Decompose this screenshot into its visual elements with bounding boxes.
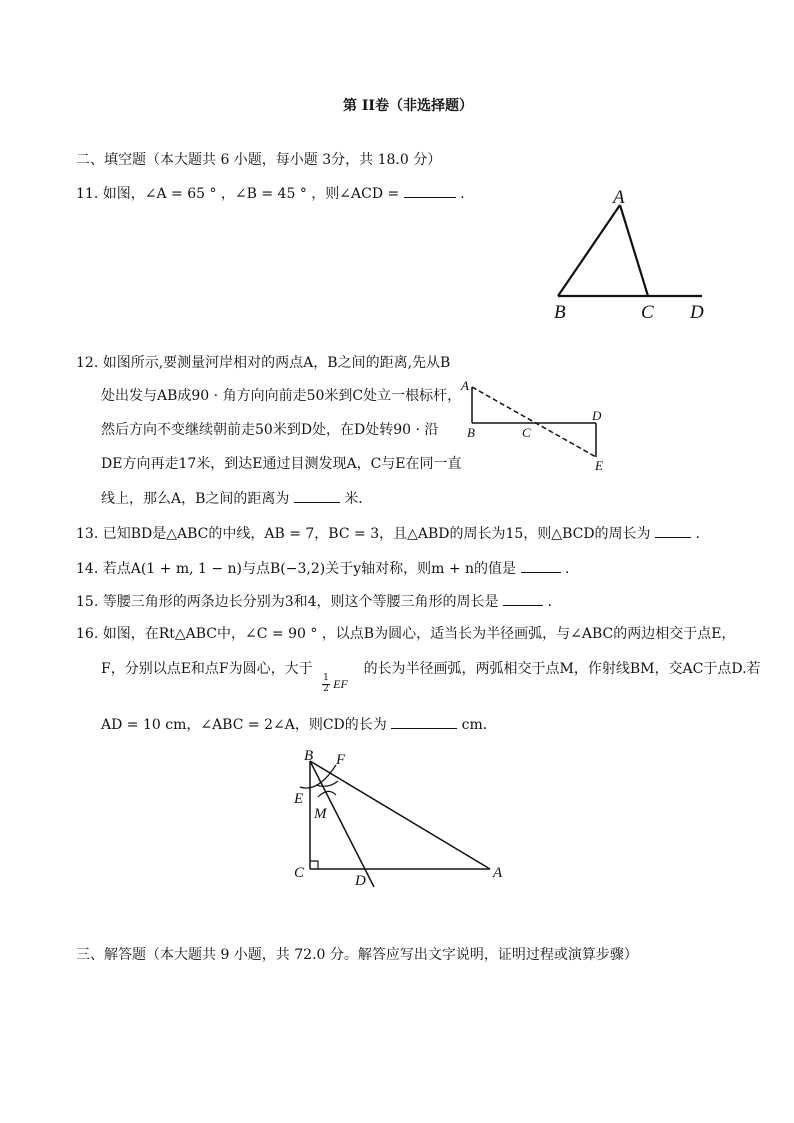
question-12-line-5: 线上，那么A，B之间的距离为 米． [101, 488, 372, 508]
answer-blank [655, 523, 691, 538]
label-a: A [613, 187, 625, 208]
label-e: E [294, 791, 304, 807]
answer-blank [294, 488, 340, 503]
section-heading-solutions: 三、解答题（本大题共 9 小题，共 72.0 分。解答应写出文字说明，证明过程或演算步骤） [76, 947, 638, 963]
question-number: 16. [76, 626, 99, 642]
question-12-line-2: 处出发与AB成90 · 角方向向前走50米到C处立一根标杆， [101, 388, 462, 404]
question-13: 13. 已知BD是△ABC的中线，AB = 7，BC = 3，且△ABD的周长为15，则△BCD的周长为 . [76, 523, 700, 543]
question-12-line-1: 12. 如图所示,要测量河岸相对的两点A，B之间的距离,先从B [76, 355, 451, 371]
label-a: A [461, 378, 469, 393]
q11-triangle-figure [550, 185, 720, 325]
section-heading-fill-in: 二、填空题（本大题共 6 小题，每小题 3分，共 18.0 分） [76, 152, 442, 168]
question-15: 15. 等腰三角形的两条边长分别为3和4，则这个等腰三角形的周长是 . [76, 591, 552, 611]
label-d: D [355, 873, 366, 889]
answer-blank [404, 183, 456, 198]
label-b: B [554, 302, 566, 323]
question-text: 如图，∠A = 65 ° ，∠B = 45 ° ，则∠ACD = [102, 186, 400, 202]
label-e: E [595, 458, 603, 473]
page-title: 第 II卷（非选择题） [343, 98, 473, 114]
question-number: 13. [76, 526, 99, 542]
question-number: 15. [76, 594, 99, 610]
label-f: F [336, 752, 346, 768]
question-11: 11. 如图，∠A = 65 ° ，∠B = 45 ° ，则∠ACD = . [76, 183, 465, 203]
fraction-half-ef: 1 2 EF [323, 673, 348, 694]
question-12-line-4: DE方向再走17米，到达E通过目测发现A，C与E在同一直 [101, 456, 462, 472]
question-16-line-2: F，分别以点E和点F为圆心，大于 1 2 EF 的长为半径画弧，两弧相交于点M，作射线BM，交AC于点D.若 [101, 661, 761, 694]
question-16-line-1: 16. 如图，在Rt△ABC中，∠C = 90 ° ，以点B为圆心，适当长为半径画弧，与∠ABC的两边相交于点E， [76, 626, 736, 642]
answer-blank [391, 714, 457, 729]
label-c: C [641, 302, 654, 323]
question-number: 12. [76, 355, 99, 371]
question-16-line-3: AD = 10 cm，∠ABC = 2∠A，则CD的长为 cm． [101, 714, 497, 734]
question-12-line-3: 然后方向不变继续朝前走50米到D处，在D处转90 · 沿 [101, 422, 439, 438]
answer-blank [521, 558, 561, 573]
label-b: B [467, 425, 475, 440]
question-number: 14. [76, 561, 99, 577]
label-b: B [304, 748, 314, 764]
label-a: A [493, 865, 503, 881]
label-d: D [690, 302, 704, 323]
question-number: 11. [76, 186, 99, 202]
label-m: M [314, 806, 327, 822]
label-d: D [592, 408, 602, 423]
label-c: C [294, 865, 305, 881]
question-14: 14. 若点A(1 + m, 1 − n)与点B(−3,2)关于y轴对称，则m + n的值是 . [76, 558, 569, 578]
q16-triangle-figure [288, 745, 518, 895]
answer-blank [503, 591, 543, 606]
label-c: C [522, 425, 531, 440]
q12-river-figure [458, 375, 610, 475]
